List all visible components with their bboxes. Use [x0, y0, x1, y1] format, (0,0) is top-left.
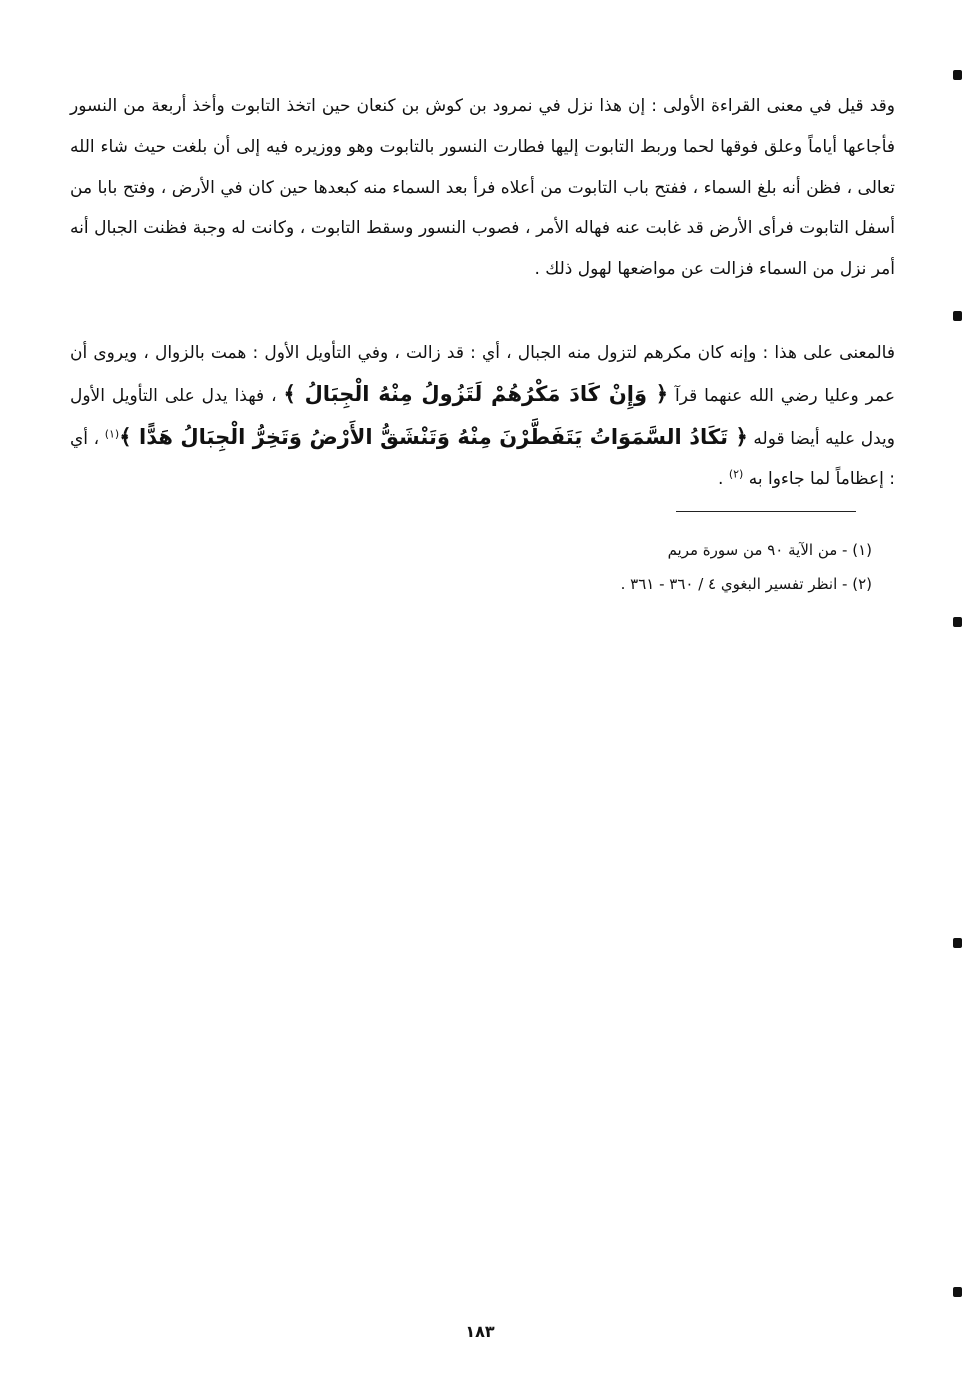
- scan-mark: [953, 617, 962, 627]
- quran-verse: ﴿ تَكَادُ السَّمَوَاتُ يَتَفَطَّرْنَ مِنْهُ وَتَنْشَقُّ الأَرْضُ وَتَخِرُّ الْجِبَالُ هَدًّا ﴾: [119, 424, 748, 449]
- quran-verse: ﴿ وَإِنْ كَادَ مَكْرُهُمْ لَتَزُولُ مِنْهُ الْجِبَالُ ﴾: [283, 381, 669, 406]
- paragraph-2: [70, 333, 895, 500]
- footnote-ref: (٢): [728, 467, 744, 481]
- footnote-ref: (١): [104, 426, 120, 440]
- paragraph-text: ، فهذا يدل على التأويل الأول ويدل عليه أيضا قوله: [70, 385, 895, 449]
- scan-mark: [953, 70, 962, 80]
- paragraph-text: ، أي : إعظاماً لما جاءوا به: [70, 428, 895, 490]
- footnotes: [440, 533, 872, 601]
- page-number: ١٨٣: [465, 1322, 495, 1341]
- scan-mark: [953, 938, 962, 948]
- footnote-1: (١) - من الآية ٩٠ من سورة مريم: [667, 541, 872, 559]
- paragraph-text: وقد قيل في معنى القراءة الأولى : إن هذا نزل في نمرود بن كوش بن كنعان حين اتخذ التابوت وأخذ أربعة من النسور فأجاعها أياماً وعلق فوقها لحما وربط التابوت إليها فطارت النسور بالتابوت وهو ووزيره فيه إلى أن بلغت حيث شاء الله تعالى ، فظن أنه بلغ السماء ، ففتح باب التابوت من أعلاه فرأ بعد السماء منه كبعدها حين كان في الأرض ، وفتح بابا من أسفل التابوت فرأى الأرض قد غابت عنه فهاله الأمر ، فصوب النسور وسقط التابوت ، وكانت له وجبة فظنت الجبال أنه أمر نزل من السماء فزالت عن مواضعها لهول ذلك .: [70, 96, 895, 280]
- paragraph-1: [70, 86, 895, 290]
- paragraph-text: فالمعنى على هذا : وإنه كان مكرهم لتزول منه الجبال ، أي : قد زالت ، وفي التأويل الأول : همت بالزوال ، ويروى أن عمر وعليا رضي الله عنهما قرآ: [70, 343, 895, 406]
- paragraph-text: .: [718, 469, 729, 490]
- scan-mark: [953, 311, 962, 321]
- footnote-2: (٢) - انظر تفسير البغوي ٤ / ٣٦٠ - ٣٦١ .: [620, 575, 872, 593]
- footnote-separator: [676, 511, 856, 512]
- scan-mark: [953, 1287, 962, 1297]
